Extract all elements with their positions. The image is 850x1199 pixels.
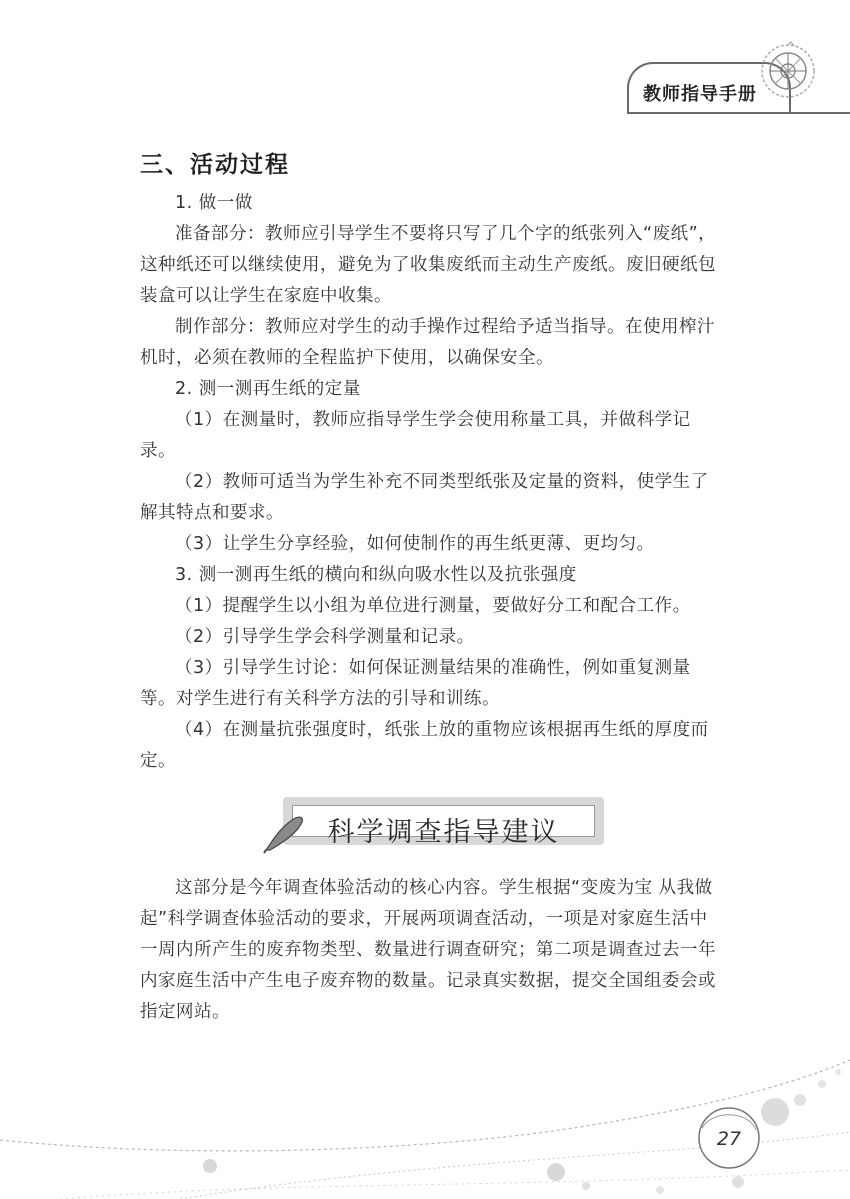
banner-frame	[292, 805, 595, 848]
list-item: 制作部分：教师应对学生的动手操作过程给予适当指导。在使用榨汁机时，必须在教师的全程监护下使用，以确保安全。	[140, 317, 715, 368]
list-item: （2）教师可适当为学生补充不同类型纸张及定量的资料，使学生了解其特点和要求。	[140, 472, 709, 523]
page-number: 27	[716, 1128, 742, 1150]
list-item: （3）引导学生讨论：如何保证测量结果的准确性，例如重复测量等。对学生进行有关科学方法的引导和训练。	[140, 658, 691, 709]
header-title: 教师指导手册	[643, 84, 757, 105]
list-item: 准备部分：教师应引导学生不要将只写了几个字的纸张列入“废纸”，这种纸还可以继续使用，避免为了收集废纸而主动生产废纸。废旧硬纸包装盒可以让学生在家庭中收集。	[140, 224, 717, 306]
list-item: （4）在测量抗张强度时，纸张上放的重物应该根据再生纸的厚度而定。	[140, 720, 709, 771]
list-item: （3）让学生分享经验，如何使制作的再生纸更薄、更均匀。	[175, 534, 655, 554]
list-item: （1）在测量时，教师应指导学生学会使用称量工具，并做科学记录。	[140, 410, 691, 461]
list-item: 1. 做一做	[175, 193, 253, 213]
list-item: 2. 测一测再生纸的定量	[175, 379, 361, 399]
activity-process-body	[140, 188, 720, 777]
list-item: （2）引导学生学会科学测量和记录。	[175, 627, 475, 647]
header-rule	[627, 112, 850, 114]
survey-body	[140, 873, 720, 1028]
list-item: （1）提醒学生以小组为单位进行测量，要做好分工和配合工作。	[175, 596, 691, 616]
section-title: 三、活动过程	[140, 152, 290, 178]
list-item: 3. 测一测再生纸的横向和纵向吸水性以及抗张强度	[175, 565, 577, 585]
survey-paragraph: 这部分是今年调查体验活动的核心内容。学生根据“变废为宝 从我做起”科学调查体验活动的要求，开展两项调查活动，一项是对家庭生活中一周内所产生的废弃物类型、数量进行调查研究；第二项是调查过去一年内家庭生活中产生电子废弃物的数量。记录真实数据，提交全国组委会或指定网站。	[140, 878, 716, 1022]
compass-emblem-icon	[757, 40, 819, 102]
brush-icon	[262, 812, 306, 854]
banner-title: 科学调查指导建议	[327, 817, 560, 848]
section-banner	[283, 797, 604, 848]
